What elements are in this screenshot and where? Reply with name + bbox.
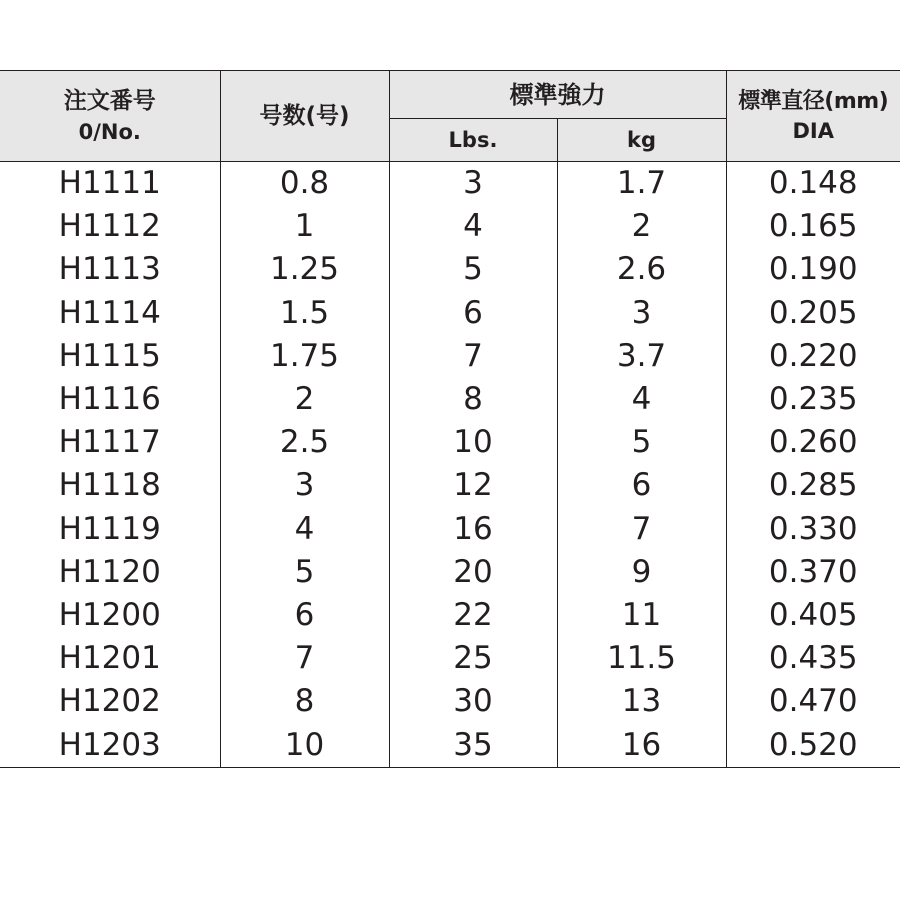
cell-lbs: 4 xyxy=(389,205,557,248)
cell-order-no: H1119 xyxy=(0,508,220,551)
table-row xyxy=(0,508,900,551)
cell-order-no: H1118 xyxy=(0,464,220,507)
cell-size: 1 xyxy=(220,205,389,248)
cell-kg: 2.6 xyxy=(557,248,726,291)
header-kg: kg xyxy=(557,119,726,162)
table-row xyxy=(0,248,900,291)
cell-size: 1.75 xyxy=(220,335,389,378)
table-row xyxy=(0,637,900,680)
cell-size: 10 xyxy=(220,723,389,767)
cell-kg: 5 xyxy=(557,421,726,464)
cell-size: 8 xyxy=(220,680,389,723)
cell-size: 4 xyxy=(220,508,389,551)
cell-lbs: 22 xyxy=(389,594,557,637)
cell-order-no: H1115 xyxy=(0,335,220,378)
cell-dia: 0.205 xyxy=(726,292,900,335)
cell-dia: 0.370 xyxy=(726,551,900,594)
cell-order-no: H1200 xyxy=(0,594,220,637)
cell-kg: 11 xyxy=(557,594,726,637)
table-row xyxy=(0,594,900,637)
cell-kg: 13 xyxy=(557,680,726,723)
header-strength xyxy=(389,71,726,119)
table-row xyxy=(0,421,900,464)
header-dia xyxy=(726,71,900,162)
table-row xyxy=(0,680,900,723)
cell-lbs: 16 xyxy=(389,508,557,551)
table-body xyxy=(0,162,900,768)
header-order-no-jp: 注文番号 xyxy=(63,88,156,114)
cell-lbs: 35 xyxy=(389,723,557,767)
cell-lbs: 25 xyxy=(389,637,557,680)
header-lbs: Lbs. xyxy=(389,119,557,162)
cell-kg: 4 xyxy=(557,378,726,421)
cell-lbs: 10 xyxy=(389,421,557,464)
header-dia-en: DIA xyxy=(792,119,834,144)
cell-lbs: 12 xyxy=(389,464,557,507)
cell-size: 2.5 xyxy=(220,421,389,464)
cell-order-no: H1117 xyxy=(0,421,220,464)
cell-dia: 0.330 xyxy=(726,508,900,551)
cell-dia: 0.285 xyxy=(726,464,900,507)
cell-lbs: 5 xyxy=(389,248,557,291)
cell-lbs: 8 xyxy=(389,378,557,421)
cell-order-no: H1116 xyxy=(0,378,220,421)
header-row-top xyxy=(0,71,900,119)
cell-order-no: H1202 xyxy=(0,680,220,723)
cell-size: 1.25 xyxy=(220,248,389,291)
cell-dia: 0.260 xyxy=(726,421,900,464)
cell-dia: 0.520 xyxy=(726,723,900,767)
header-size-jp: 号数(号) xyxy=(259,102,350,129)
cell-kg: 7 xyxy=(557,508,726,551)
cell-dia: 0.165 xyxy=(726,205,900,248)
table-row xyxy=(0,551,900,594)
table-row xyxy=(0,464,900,507)
cell-order-no: H1112 xyxy=(0,205,220,248)
cell-order-no: H1111 xyxy=(0,162,220,206)
cell-size: 6 xyxy=(220,594,389,637)
cell-dia: 0.190 xyxy=(726,248,900,291)
header-strength-jp: 標準強力 xyxy=(509,80,606,109)
table-row xyxy=(0,378,900,421)
spec-table xyxy=(0,70,900,768)
cell-size: 7 xyxy=(220,637,389,680)
table-row xyxy=(0,292,900,335)
table-header xyxy=(0,71,900,162)
cell-lbs: 30 xyxy=(389,680,557,723)
cell-kg: 9 xyxy=(557,551,726,594)
cell-kg: 16 xyxy=(557,723,726,767)
cell-dia: 0.148 xyxy=(726,162,900,206)
cell-kg: 2 xyxy=(557,205,726,248)
cell-dia: 0.435 xyxy=(726,637,900,680)
cell-order-no: H1201 xyxy=(0,637,220,680)
cell-order-no: H1114 xyxy=(0,292,220,335)
header-order-no xyxy=(0,71,220,162)
cell-dia: 0.220 xyxy=(726,335,900,378)
cell-size: 5 xyxy=(220,551,389,594)
cell-order-no: H1113 xyxy=(0,248,220,291)
cell-order-no: H1120 xyxy=(0,551,220,594)
cell-lbs: 6 xyxy=(389,292,557,335)
cell-order-no: H1203 xyxy=(0,723,220,767)
table-row xyxy=(0,723,900,767)
table-row xyxy=(0,335,900,378)
cell-lbs: 20 xyxy=(389,551,557,594)
table-row xyxy=(0,162,900,206)
table-row xyxy=(0,205,900,248)
cell-kg: 3 xyxy=(557,292,726,335)
cell-lbs: 3 xyxy=(389,162,557,206)
cell-size: 3 xyxy=(220,464,389,507)
cell-dia: 0.235 xyxy=(726,378,900,421)
header-order-no-en: 0/No. xyxy=(78,119,141,144)
cell-dia: 0.405 xyxy=(726,594,900,637)
header-dia-jp: 標準直径(mm) xyxy=(738,88,889,114)
cell-size: 2 xyxy=(220,378,389,421)
cell-size: 0.8 xyxy=(220,162,389,206)
cell-size: 1.5 xyxy=(220,292,389,335)
cell-kg: 1.7 xyxy=(557,162,726,206)
header-size xyxy=(220,71,389,162)
cell-lbs: 7 xyxy=(389,335,557,378)
cell-kg: 6 xyxy=(557,464,726,507)
cell-dia: 0.470 xyxy=(726,680,900,723)
cell-kg: 3.7 xyxy=(557,335,726,378)
cell-kg: 11.5 xyxy=(557,637,726,680)
